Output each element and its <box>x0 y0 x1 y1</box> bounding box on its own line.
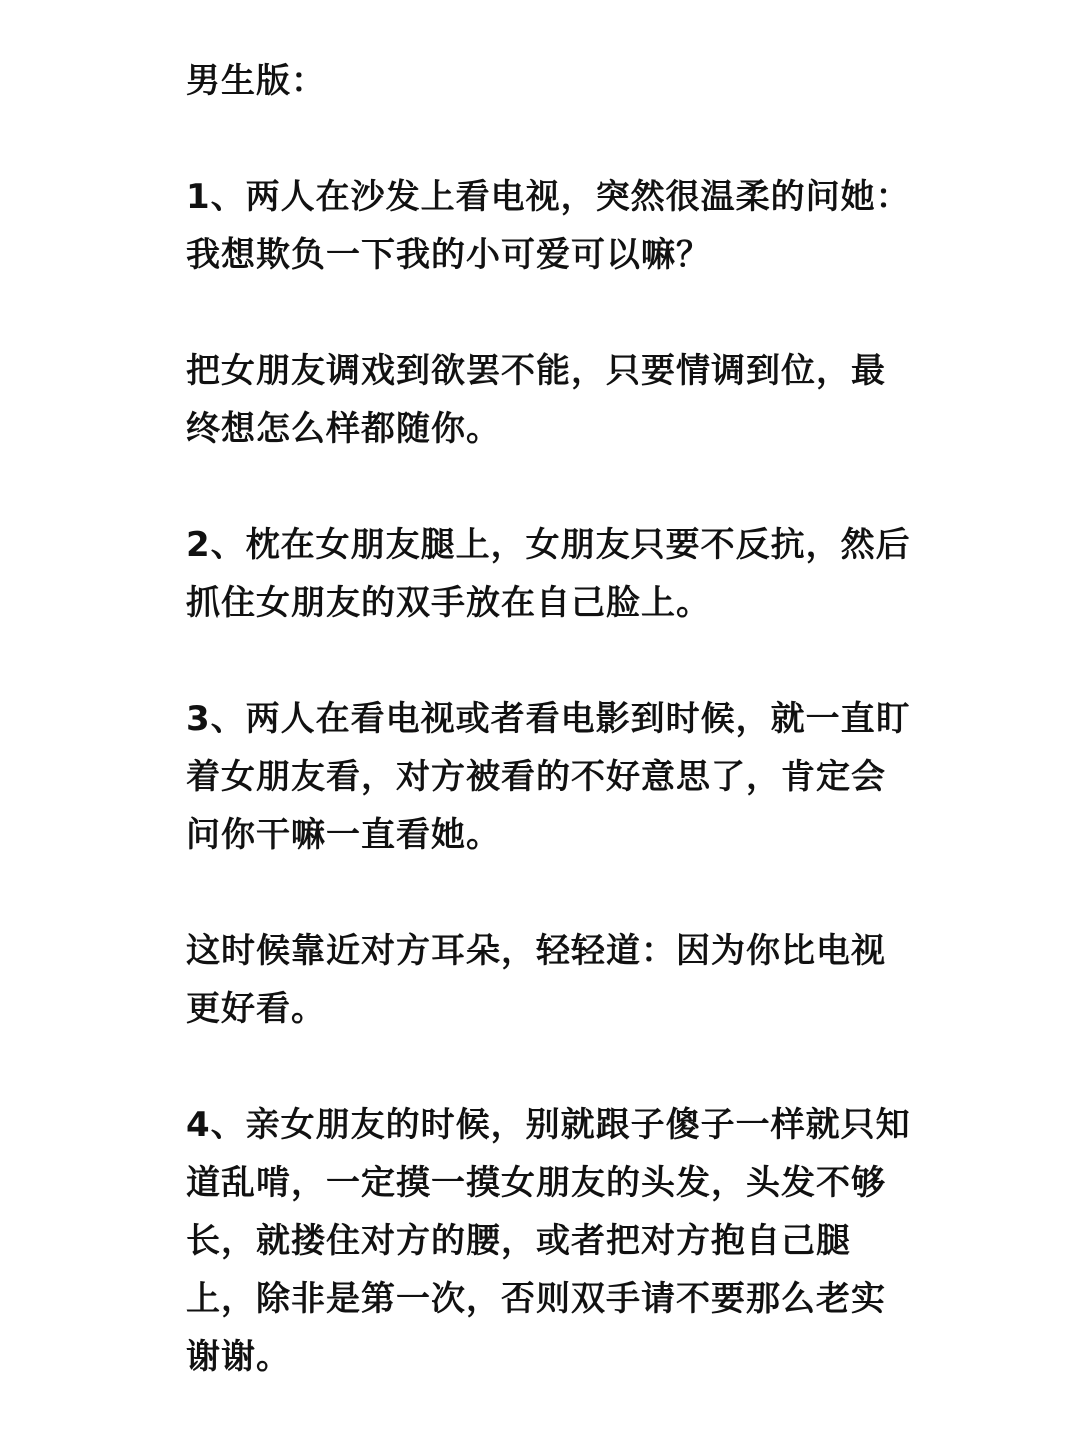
paragraph-line: 这时候靠近对方耳朵，轻轻道：因为你比电视 <box>186 931 886 971</box>
paragraph-line: 上，除非是第一次，否则双手请不要那么老实 <box>186 1279 886 1319</box>
paragraph-line: 抓住女朋友的双手放在自己脸上。 <box>186 583 711 623</box>
paragraph-line: 我想欺负一下我的小可爱可以嘛？ <box>186 235 711 275</box>
paragraph-line: 1、两人在沙发上看电视，突然很温柔的问她： <box>186 177 911 217</box>
paragraph-line: 4、亲女朋友的时候，别就跟子傻子一样就只知 <box>186 1105 911 1145</box>
paragraph-line: 3、两人在看电视或者看电影到时候，就一直盯 <box>186 699 911 739</box>
paragraph-line: 问你干嘛一直看她。 <box>186 815 501 855</box>
paragraph-line: 2、枕在女朋友腿上，女朋友只要不反抗，然后 <box>186 525 911 565</box>
paragraph-line: 更好看。 <box>186 989 326 1029</box>
paragraph-line: 着女朋友看，对方被看的不好意思了，肯定会 <box>186 757 886 797</box>
paragraph-line: 长，就搂住对方的腰，或者把对方抱自己腿 <box>186 1221 851 1261</box>
paragraph-line: 终想怎么样都随你。 <box>186 409 501 449</box>
document-heading: 男生版： <box>186 61 326 101</box>
paragraph-line: 道乱啃，一定摸一摸女朋友的头发，头发不够 <box>186 1163 886 1203</box>
paragraph-line: 谢谢。 <box>186 1337 291 1377</box>
paragraph-line: 把女朋友调戏到欲罢不能，只要情调到位，最 <box>186 351 886 391</box>
